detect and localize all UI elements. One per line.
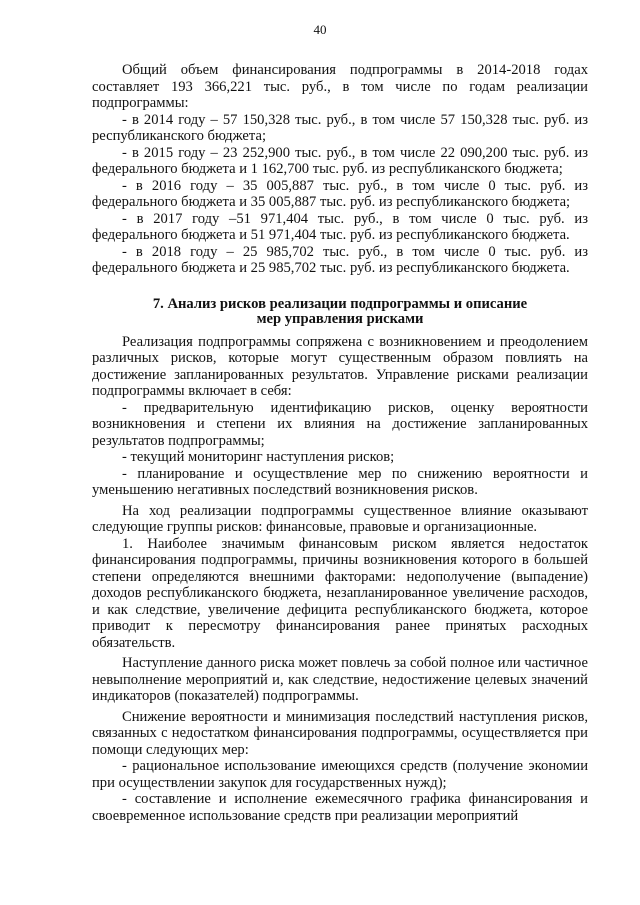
section-heading	[92, 297, 588, 328]
section-heading-line2: мер управления рисками	[256, 311, 424, 327]
risk-list-item: - текущий мониторинг наступления рисков;	[122, 449, 395, 465]
section-heading-line1: 7. Анализ рисков реализации подпрограммы и описание	[152, 295, 528, 312]
mitigation-intro-paragraph: Снижение вероятности и минимизация последствий наступления рисков, связанных с недостатком финансирования подпрограммы, осуществляется при помощи следующих мер:	[92, 708, 588, 758]
document-body	[92, 62, 588, 824]
mitigation-list-item: - составление и исполнение ежемесячного графика финансирования и своевременное использование средств при реализации мероприятий	[92, 791, 588, 824]
risk-consequence-paragraph: Наступление данного риска может повлечь за собой полное или частичное невыполнение мероприятий и, как следствие, недостижение целевых значений индикаторов (показателей) подпрограммы.	[92, 655, 588, 704]
mitigation-list-item: - рациональное использование имеющихся средств (получение экономии при осуществлении закупок для государственных нужд);	[92, 758, 588, 791]
year-2015-item: - в 2015 году – 23 252,900 тыс. руб., в том числе 22 090,200 тыс. руб. из федерального бюджета и 1 162,700 тыс. руб. из республиканского бюджета;	[92, 144, 588, 177]
intro-paragraph: Общий объем финансирования подпрограммы в 2014-2018 годах составляет 193 366,221 тыс. руб., в том числе по годам реализации подпрограммы:	[92, 62, 588, 111]
page-number: 40	[313, 22, 327, 37]
year-2017-item: - в 2017 году –51 971,404 тыс. руб., в том числе 0 тыс. руб. из федерального бюджета и 51 971,404 тыс. руб. из республиканского бюджета.	[92, 210, 588, 243]
financial-risk-paragraph: 1. Наиболее значимым финансовым риском является недостаток финансирования подпрограммы, причины возникновения которого в большей степени определяются внешними факторами: недополучение (выпадение) доходов республиканского бюджета, незапланированное увеличение расходов, и как следствие, увеличение дефицита республиканского бюджета, которое приводит к пересмотру финансирования ранее принятых расходных обязательств.	[92, 535, 588, 651]
risk-list-item: - предварительную идентификацию рисков, оценку вероятности возникновения и степени их влияния на достижение запланированных результатов подпрограммы;	[92, 399, 588, 449]
year-2014-item: - в 2014 году – 57 150,328 тыс. руб., в том числе 57 150,328 тыс. руб. из республиканского бюджета;	[92, 111, 588, 144]
year-2018-item: - в 2018 году – 25 985,702 тыс. руб., в том числе 0 тыс. руб. из федерального бюджета и 25 985,702 тыс. руб. из республиканского бюджета.	[92, 243, 588, 276]
risk-groups-paragraph: На ход реализации подпрограммы существенное влияние оказывают следующие группы рисков: финансовые, правовые и организационные.	[92, 502, 588, 535]
risk-intro-paragraph: Реализация подпрограммы сопряжена с возникновением и преодолением различных рисков, которые могут существенным образом повлиять на достижение запланированных результатов. Управление рисками реализации подпрограммы включает в себя:	[92, 333, 588, 399]
risk-list-item: - планирование и осуществление мер по снижению вероятности и уменьшению негативных последствий возникновения рисков.	[92, 465, 588, 498]
year-2016-item: - в 2016 году – 35 005,887 тыс. руб., в том числе 0 тыс. руб. из федерального бюджета и 35 005,887 тыс. руб. из республиканского бюджета;	[92, 177, 588, 210]
